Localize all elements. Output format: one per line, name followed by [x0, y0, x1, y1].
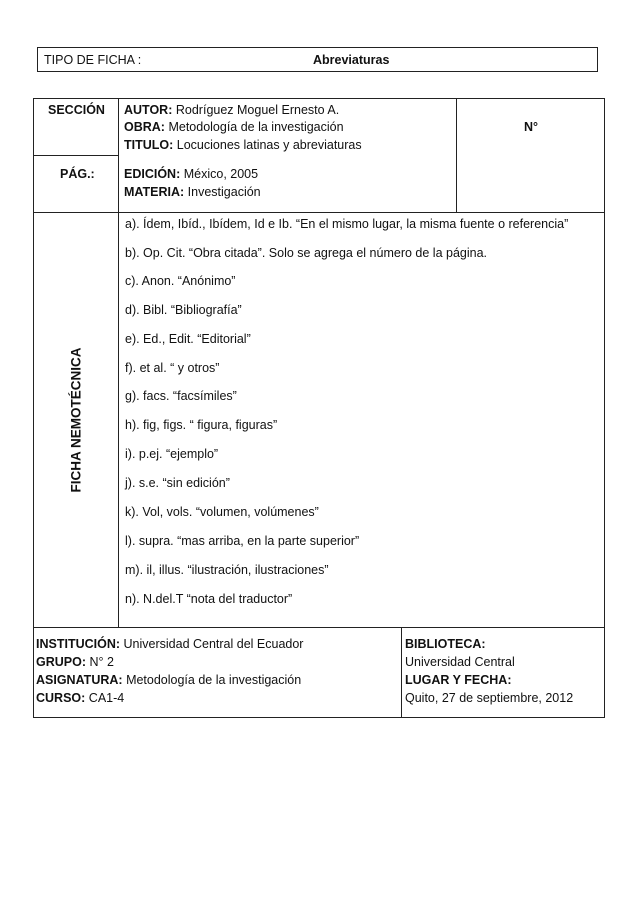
- titulo-label: TITULO:: [124, 138, 174, 152]
- institucion-label: INSTITUCIÓN:: [36, 637, 121, 651]
- list-item: m). il, illus. “ilustración, ilustraciones”: [125, 563, 329, 577]
- list-item: d). Bibl. “Bibliografía”: [125, 303, 242, 317]
- list-item: j). s.e. “sin edición”: [125, 476, 230, 490]
- curso-line: [36, 691, 124, 705]
- divider: [456, 98, 457, 212]
- institucion-line: [36, 637, 303, 651]
- list-item: c). Anon. “Anónimo”: [125, 274, 236, 288]
- edicion-value: México, 2005: [183, 167, 259, 181]
- edicion-line: [124, 167, 258, 181]
- tipo-ficha-label: TIPO DE FICHA :: [44, 53, 142, 67]
- grupo-line: [36, 655, 114, 669]
- numero-label: N°: [524, 120, 539, 134]
- list-item: f). et al. “ y otros”: [125, 361, 220, 375]
- autor-line: [124, 103, 339, 117]
- titulo-line: [124, 138, 362, 152]
- institucion-value: Universidad Central del Ecuador: [123, 637, 304, 651]
- obra-value: Metodología de la investigación: [168, 120, 344, 134]
- lugar-fecha-label: LUGAR Y FECHA:: [405, 673, 512, 687]
- titulo-value: Locuciones latinas y abreviaturas: [176, 138, 362, 152]
- materia-label: MATERIA:: [124, 185, 185, 199]
- asignatura-label: ASIGNATURA:: [36, 673, 123, 687]
- materia-value: Investigación: [187, 185, 261, 199]
- autor-label: AUTOR:: [124, 103, 173, 117]
- curso-value: CA1-4: [88, 691, 125, 705]
- asignatura-line: [36, 673, 301, 687]
- list-item: h). fig, figs. “ figura, figuras”: [125, 418, 278, 432]
- asignatura-value: Metodología de la investigación: [126, 673, 302, 687]
- materia-line: [124, 185, 261, 199]
- edicion-label: EDICIÓN:: [124, 167, 181, 181]
- list-item: e). Ed., Edit. “Editorial”: [125, 332, 251, 346]
- list-item: b). Op. Cit. “Obra citada”. Solo se agrega el número de la página.: [125, 246, 487, 260]
- autor-value: Rodríguez Moguel Ernesto A.: [175, 103, 340, 117]
- list-item: k). Vol, vols. “volumen, volúmenes”: [125, 505, 319, 519]
- biblioteca-label: BIBLIOTECA:: [405, 637, 486, 651]
- biblioteca-value: Universidad Central: [405, 655, 515, 669]
- list-item: a). Ídem, Ibíd., Ibídem, Id e Ib. “En el mismo lugar, la misma fuente o referencia”: [125, 217, 569, 231]
- seccion-label: SECCIÓN: [48, 103, 105, 117]
- list-item: n). N.del.T “nota del traductor”: [125, 592, 293, 606]
- curso-label: CURSO:: [36, 691, 86, 705]
- tipo-ficha-value: Abreviaturas: [313, 53, 390, 67]
- list-item: l). supra. “mas arriba, en la parte superior”: [125, 534, 360, 548]
- divider: [401, 627, 402, 718]
- list-item: g). facs. “facsímiles”: [125, 389, 237, 403]
- divider: [33, 155, 119, 156]
- lugar-fecha-value: Quito, 27 de septiembre, 2012: [405, 691, 574, 705]
- obra-line: [124, 120, 344, 134]
- divider: [118, 98, 119, 627]
- list-item: i). p.ej. “ejemplo”: [125, 447, 219, 461]
- ficha-nemotecnica-label: FICHA NEMOTÉCNICA: [68, 347, 84, 493]
- grupo-value: N° 2: [89, 655, 114, 669]
- divider: [33, 627, 605, 628]
- grupo-label: GRUPO:: [36, 655, 86, 669]
- obra-label: OBRA:: [124, 120, 165, 134]
- pag-label: PÁG.:: [60, 167, 95, 181]
- tipo-ficha-header: [37, 47, 598, 72]
